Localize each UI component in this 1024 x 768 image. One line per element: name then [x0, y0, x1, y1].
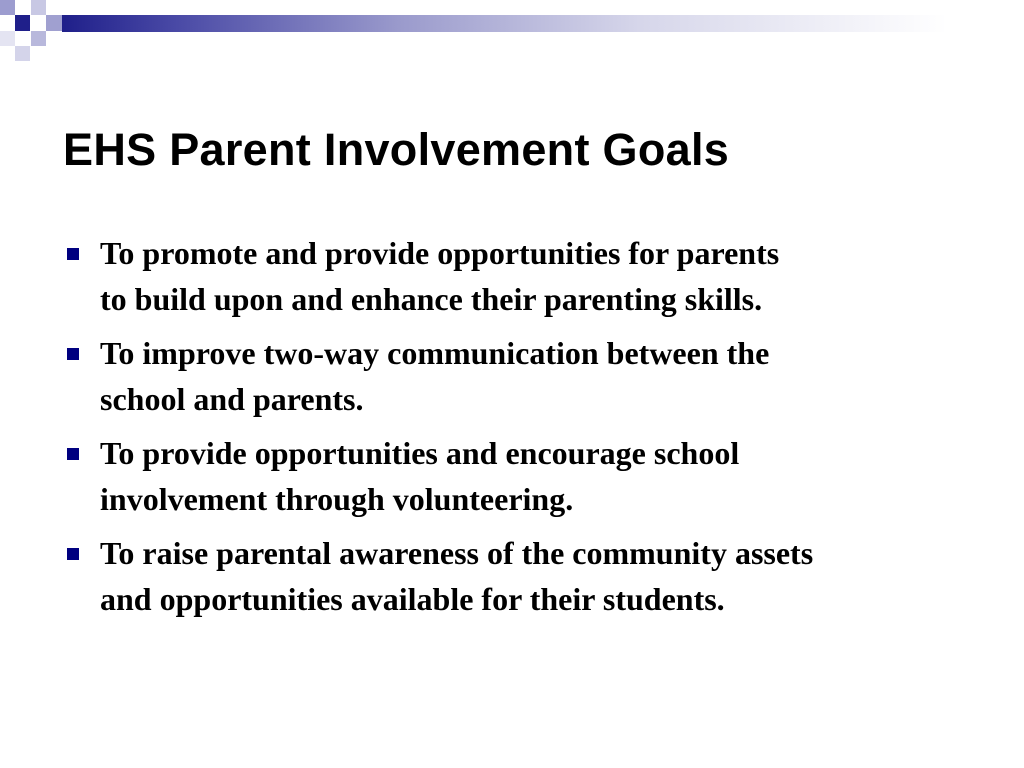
square-bullet-icon	[67, 348, 79, 360]
square-bullet-icon	[67, 548, 79, 560]
corner-square-icon	[0, 0, 15, 15]
bullet-text-line: To improve two-way communication between the	[100, 335, 770, 371]
slide-title: EHS Parent Involvement Goals	[63, 124, 730, 175]
bullet-list	[62, 230, 982, 630]
bullet-text-line: school and parents.	[100, 381, 364, 417]
corner-square-icon	[15, 15, 30, 31]
bullet-text-line: To raise parental awareness of the community assets	[100, 535, 814, 571]
top-gradient-bar	[62, 15, 1024, 32]
corner-square-icon	[15, 46, 30, 61]
square-bullet-icon	[67, 448, 79, 460]
bullet-text-line: To provide opportunities and encourage school	[100, 435, 740, 471]
bullet-text-line: to build upon and enhance their parenting skills.	[100, 281, 763, 317]
bullet-item	[62, 330, 982, 422]
bullet-item	[62, 230, 982, 322]
bullet-text-line: To promote and provide opportunities for parents	[100, 235, 780, 271]
bullet-item	[62, 530, 982, 622]
corner-square-icon	[31, 31, 46, 46]
square-bullet-icon	[67, 248, 79, 260]
bullet-text-line: involvement through volunteering.	[100, 481, 574, 517]
corner-square-icon	[0, 31, 15, 46]
bullet-text-line: and opportunities available for their students.	[100, 581, 725, 617]
bullet-item	[62, 430, 982, 522]
corner-square-icon	[46, 15, 62, 31]
corner-square-icon	[31, 0, 46, 15]
